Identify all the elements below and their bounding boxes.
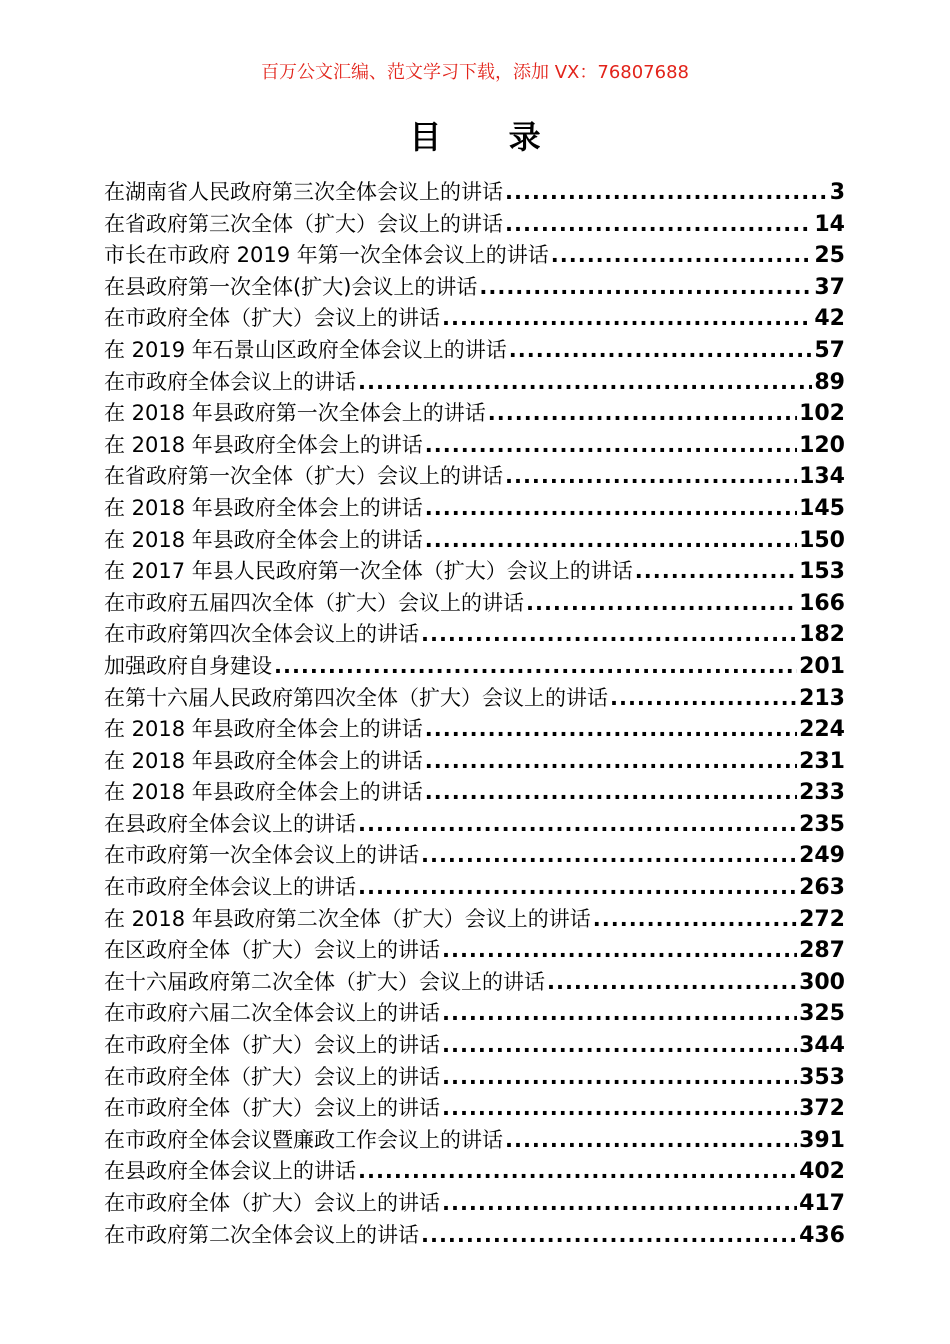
toc-dot-leader bbox=[421, 1220, 797, 1252]
toc-entry-title: 在 2018 年县政府第一次全体会上的讲话 bbox=[104, 401, 486, 426]
toc-entry-title: 在市政府全体（扩大）会议上的讲话 bbox=[104, 306, 440, 331]
toc-dot-leader bbox=[274, 651, 797, 683]
toc-entry-page-number: 25 bbox=[814, 243, 845, 269]
toc-entry[interactable] bbox=[104, 1062, 845, 1094]
toc-entry-page-number: 166 bbox=[799, 590, 845, 616]
toc-entry-title: 在县政府全体会议上的讲话 bbox=[104, 1159, 356, 1184]
toc-entry-title: 在县政府第一次全体(扩大)会议上的讲话 bbox=[104, 274, 478, 299]
toc-dot-leader bbox=[358, 809, 797, 841]
toc-entry-page-number: 436 bbox=[799, 1222, 845, 1248]
toc-entry-title: 在 2018 年县政府第二次全体（扩大）会议上的讲话 bbox=[104, 906, 591, 931]
toc-entry-title: 在 2018 年县政府全体会上的讲话 bbox=[104, 432, 423, 457]
toc-dot-leader bbox=[358, 872, 797, 904]
toc-entry[interactable] bbox=[104, 588, 845, 620]
toc-entry-page-number: 145 bbox=[799, 495, 845, 521]
toc-entry[interactable] bbox=[104, 1188, 845, 1220]
toc-dot-leader bbox=[358, 1156, 797, 1188]
toc-entry-title: 在 2018 年县政府全体会上的讲话 bbox=[104, 527, 423, 552]
toc-entry-title: 在市政府全体（扩大）会议上的讲话 bbox=[104, 1096, 440, 1121]
toc-dot-leader bbox=[505, 461, 797, 493]
toc-dot-leader bbox=[425, 777, 797, 809]
toc-entry-page-number: 325 bbox=[799, 1001, 845, 1027]
toc-entry[interactable] bbox=[104, 998, 845, 1030]
toc-entry-page-number: 272 bbox=[799, 906, 845, 932]
toc-entry[interactable] bbox=[104, 303, 845, 335]
toc-entry[interactable] bbox=[104, 1220, 845, 1252]
toc-entry[interactable] bbox=[104, 493, 845, 525]
toc-entry[interactable] bbox=[104, 367, 845, 399]
toc-entry-title: 在市政府全体（扩大）会议上的讲话 bbox=[104, 1064, 440, 1089]
toc-entry[interactable] bbox=[104, 461, 845, 493]
toc-entry-page-number: 402 bbox=[799, 1159, 845, 1185]
toc-entry-title: 在省政府第一次全体（扩大）会议上的讲话 bbox=[104, 464, 503, 489]
toc-entry[interactable] bbox=[104, 935, 845, 967]
toc-entry-title: 在市政府全体（扩大）会议上的讲话 bbox=[104, 1191, 440, 1215]
toc-entry[interactable] bbox=[104, 746, 845, 778]
toc-dot-leader bbox=[526, 588, 797, 620]
toc-dot-leader bbox=[593, 904, 797, 936]
toc-entry[interactable] bbox=[104, 1125, 845, 1157]
toc-dot-leader bbox=[421, 619, 797, 651]
toc-dot-leader bbox=[547, 967, 797, 999]
toc-dot-leader bbox=[635, 556, 797, 588]
toc-entry[interactable] bbox=[104, 967, 845, 999]
header-note: 百万公文汇编、范文学习下载，添加 VX：76807688 bbox=[261, 62, 689, 83]
toc-dot-leader bbox=[442, 1030, 797, 1062]
toc-entry-page-number: 287 bbox=[799, 938, 845, 964]
toc-entry-title: 在市政府全体会议上的讲话 bbox=[104, 875, 356, 900]
toc-entry-page-number: 182 bbox=[799, 622, 845, 648]
toc-entry[interactable] bbox=[104, 177, 845, 209]
toc-dot-leader bbox=[610, 683, 797, 715]
toc-entry-title: 在市政府第四次全体会议上的讲话 bbox=[104, 622, 419, 647]
toc-entry[interactable] bbox=[104, 398, 845, 430]
toc-entry-page-number: 263 bbox=[799, 875, 845, 901]
toc-entry[interactable] bbox=[104, 525, 845, 557]
toc-entry-title: 在 2018 年县政府全体会上的讲话 bbox=[104, 780, 423, 805]
toc-entry[interactable] bbox=[104, 904, 845, 936]
toc-entry-title: 在 2019 年石景山区政府全体会议上的讲话 bbox=[104, 337, 507, 362]
toc-entry-page-number: 353 bbox=[799, 1064, 845, 1090]
toc-dot-leader bbox=[425, 430, 797, 462]
toc-entry-page-number: 37 bbox=[814, 274, 845, 300]
toc-entry-page-number: 42 bbox=[814, 306, 845, 332]
toc-entry-page-number: 3 bbox=[829, 180, 845, 205]
toc-dot-leader bbox=[358, 367, 812, 399]
toc-entry-page-number: 213 bbox=[799, 685, 845, 711]
toc-entry-title: 加强政府自身建设 bbox=[104, 653, 272, 678]
toc-entry-title: 在 2018 年县政府全体会上的讲话 bbox=[104, 717, 423, 742]
toc-entry-page-number: 417 bbox=[799, 1191, 845, 1216]
toc-entry-page-number: 134 bbox=[799, 464, 845, 490]
toc-entry-title: 在省政府第三次全体（扩大）会议上的讲话 bbox=[104, 211, 503, 236]
toc-entry[interactable] bbox=[104, 777, 845, 809]
toc-entry-title: 在 2018 年县政府全体会上的讲话 bbox=[104, 495, 423, 520]
toc-entry-title: 在湖南省人民政府第三次全体会议上的讲话 bbox=[104, 180, 503, 204]
toc-dot-leader bbox=[425, 714, 797, 746]
toc-entry[interactable] bbox=[104, 683, 845, 715]
toc-dot-leader bbox=[488, 398, 797, 430]
toc-entry[interactable] bbox=[104, 335, 845, 367]
table-of-contents bbox=[104, 177, 845, 1251]
toc-entry-title: 在 2018 年县政府全体会上的讲话 bbox=[104, 748, 423, 773]
toc-entry-page-number: 89 bbox=[814, 369, 845, 395]
toc-dot-leader bbox=[479, 272, 812, 304]
toc-entry-title: 在区政府全体（扩大）会议上的讲话 bbox=[104, 938, 440, 963]
toc-entry-page-number: 14 bbox=[814, 211, 845, 237]
toc-entry-title: 在十六届政府第二次全体（扩大）会议上的讲话 bbox=[104, 969, 545, 994]
toc-entry[interactable] bbox=[104, 209, 845, 241]
toc-entry-title: 在县政府全体会议上的讲话 bbox=[104, 811, 356, 836]
toc-dot-leader bbox=[551, 240, 813, 272]
toc-entry-page-number: 235 bbox=[799, 811, 845, 837]
toc-entry[interactable] bbox=[104, 556, 845, 588]
toc-entry-page-number: 233 bbox=[799, 780, 845, 806]
toc-entry-page-number: 102 bbox=[799, 401, 845, 427]
toc-entry-title: 在市政府全体会议上的讲话 bbox=[104, 369, 356, 394]
toc-entry[interactable] bbox=[104, 240, 845, 272]
toc-dot-leader bbox=[442, 935, 797, 967]
toc-entry[interactable] bbox=[104, 430, 845, 462]
toc-entry[interactable] bbox=[104, 809, 845, 841]
toc-entry-page-number: 300 bbox=[799, 969, 845, 995]
page-title: 目 录 bbox=[409, 118, 569, 156]
toc-entry-title: 市长在市政府 2019 年第一次全体会议上的讲话 bbox=[104, 243, 549, 268]
toc-entry-title: 在市政府全体（扩大）会议上的讲话 bbox=[104, 1033, 440, 1058]
toc-entry-page-number: 201 bbox=[799, 653, 845, 679]
toc-dot-leader bbox=[421, 840, 797, 872]
toc-entry-title: 在 2017 年县人民政府第一次全体（扩大）会议上的讲话 bbox=[104, 559, 633, 584]
toc-entry-title: 在市政府五届四次全体（扩大）会议上的讲话 bbox=[104, 590, 524, 615]
toc-entry[interactable] bbox=[104, 1156, 845, 1188]
toc-dot-leader bbox=[442, 1093, 797, 1125]
toc-entry-title: 在市政府第一次全体会议上的讲话 bbox=[104, 843, 419, 868]
toc-dot-leader bbox=[425, 746, 797, 778]
toc-entry-page-number: 153 bbox=[799, 559, 845, 585]
toc-dot-leader bbox=[442, 303, 812, 335]
toc-entry[interactable] bbox=[104, 619, 845, 651]
toc-entry-page-number: 344 bbox=[799, 1033, 845, 1059]
toc-dot-leader bbox=[442, 998, 797, 1030]
toc-entry-page-number: 372 bbox=[799, 1096, 845, 1122]
toc-entry[interactable] bbox=[104, 872, 845, 904]
toc-entry[interactable] bbox=[104, 714, 845, 746]
toc-entry-page-number: 57 bbox=[814, 337, 845, 363]
toc-entry[interactable] bbox=[104, 651, 845, 683]
toc-entry-page-number: 224 bbox=[799, 717, 845, 743]
toc-dot-leader bbox=[505, 209, 812, 241]
toc-entry-title: 在市政府第二次全体会议上的讲话 bbox=[104, 1222, 419, 1247]
toc-dot-leader bbox=[442, 1062, 797, 1094]
toc-entry-page-number: 249 bbox=[799, 843, 845, 869]
toc-dot-leader bbox=[509, 335, 813, 367]
toc-entry-page-number: 391 bbox=[799, 1127, 845, 1153]
toc-dot-leader bbox=[425, 493, 797, 525]
toc-dot-leader bbox=[442, 1188, 797, 1220]
toc-entry-page-number: 120 bbox=[799, 432, 845, 458]
toc-entry[interactable] bbox=[104, 840, 845, 872]
toc-entry-title: 在市政府六届二次全体会议上的讲话 bbox=[104, 1001, 440, 1026]
toc-entry-page-number: 150 bbox=[799, 527, 845, 553]
toc-entry[interactable] bbox=[104, 1093, 845, 1125]
toc-dot-leader bbox=[425, 525, 797, 557]
toc-dot-leader bbox=[505, 177, 828, 209]
toc-entry-title: 在第十六届人民政府第四次全体（扩大）会议上的讲话 bbox=[104, 685, 608, 710]
toc-entry-title: 在市政府全体会议暨廉政工作会议上的讲话 bbox=[104, 1127, 503, 1152]
toc-dot-leader bbox=[505, 1125, 797, 1157]
toc-entry-page-number: 231 bbox=[799, 748, 845, 774]
toc-entry[interactable] bbox=[104, 272, 845, 304]
toc-entry[interactable] bbox=[104, 1030, 845, 1062]
